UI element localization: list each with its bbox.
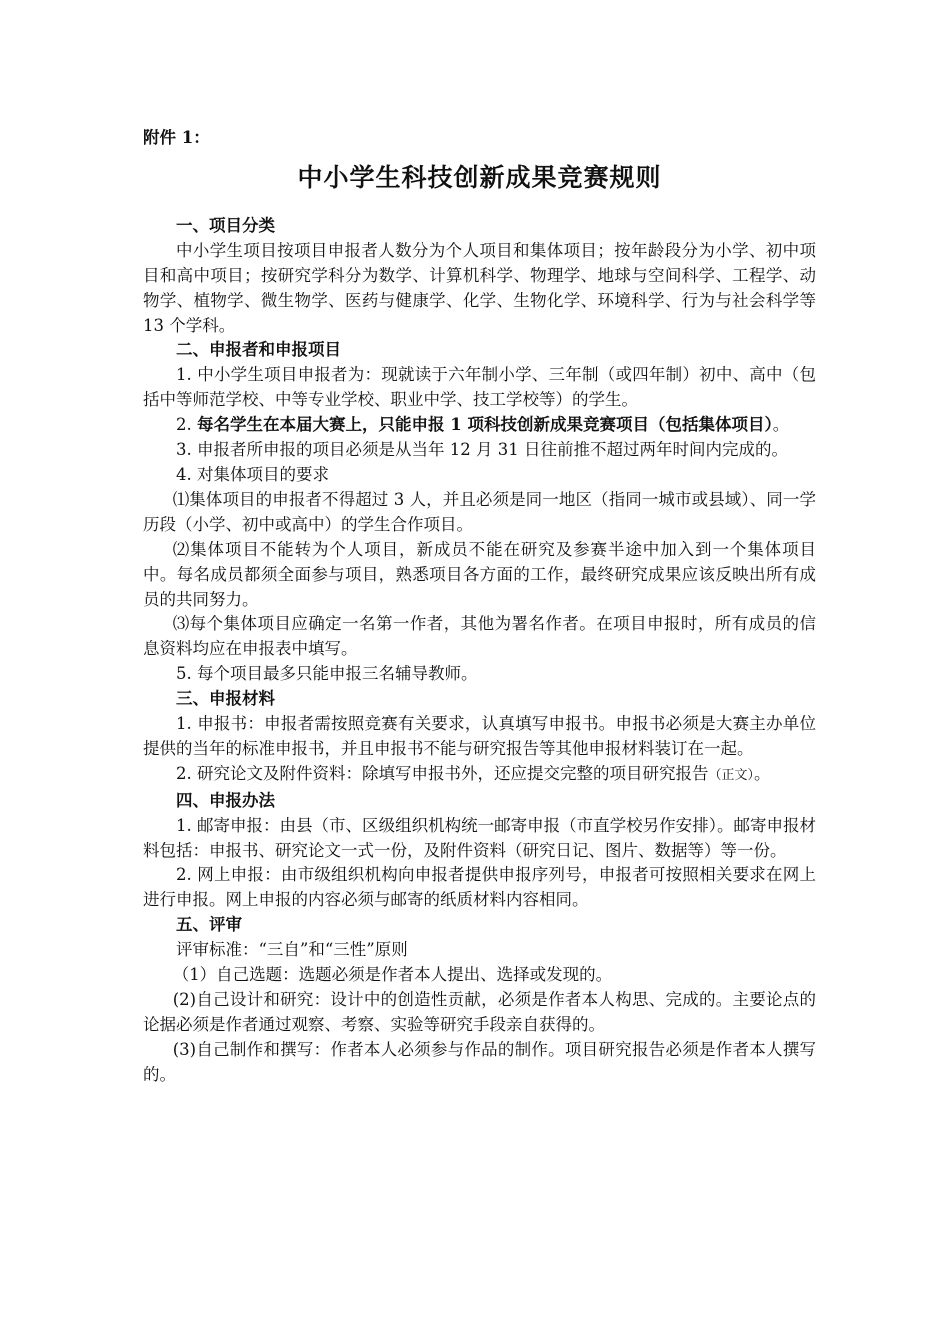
criteria-item: （1）自己选题：选题必须是作者本人提出、选择或发现的。: [172, 965, 613, 985]
list-item: 5. 每个项目最多只能申报三名辅导教师。: [176, 664, 478, 684]
list-item: [143, 762, 816, 789]
list-item: [143, 413, 816, 438]
small-note: （正文）: [708, 767, 755, 783]
list-item: 2. 网上申报：由市级组织机构向申报者提供申报序列号，申报者可按照相关要求在网上进行申报。网上申报的内容必须与邮寄的纸质材料内容相同。: [143, 865, 816, 910]
criteria-intro: 评审标准：“三自”和“三性”原则: [176, 940, 408, 960]
item-end: 。: [772, 415, 790, 435]
attachment-label: 附件 1：: [143, 128, 210, 147]
list-item: 1. 中小学生项目申报者为：现就读于六年制小学、三年制（或四年制）初中、高中（包括中等师范学校、中等专业学校、职业中学、技工学校等）的学生。: [143, 365, 816, 410]
item-number: 2.: [176, 415, 197, 435]
item-end: 。: [754, 763, 771, 783]
section-heading-2: 二、申报者和申报项目: [176, 340, 341, 360]
sub-item: ⑵集体项目不能转为个人项目，新成员不能在研究及参赛半途中加入到一个集体项目中。每名成员都须全面参与项目，熟悉项目各方面的工作，最终研究成果应该反映出所有成员的共同努力。: [143, 539, 816, 609]
list-item: 3. 申报者所申报的项目必须是从当年 12 月 31 日往前推不超过两年时间内完成的。: [176, 440, 788, 460]
paragraph: 中小学生项目按项目申报者人数分为个人项目和集体项目；按年龄段分为小学、初中项目和高中项目；按研究学科分为数学、计算机科学、物理学、地球与空间科学、工程学、动物学、植物学、微生物学、医药与健康学、化学、生物化学、环境科学、行为与社会科学等 13 个学科。: [143, 240, 816, 335]
list-item: 1. 邮寄申报：由县（市、区级组织机构统一邮寄申报（市直学校另作安排）。邮寄申报材料包括：申报书、研究论文一式一份，及附件资料（研究日记、图片、数据等）等一份。: [143, 815, 816, 860]
criteria-item: (2)自己设计和研究：设计中的创造性贡献，必须是作者本人构思、完成的。主要论点的论据必须是作者通过观察、考察、实验等研究手段亲自获得的。: [143, 990, 816, 1034]
list-item: 4. 对集体项目的要求: [176, 464, 329, 484]
list-item: 1. 申报书：申报者需按照竞赛有关要求，认真填写申报书。申报书必须是大赛主办单位提供的当年的标准申报书，并且申报书不能与研究报告等其他申报材料装订在一起。: [143, 714, 816, 758]
sub-item: ⑴集体项目的申报者不得超过 3 人，并且必须是同一地区（指同一城市或县域）、同一学历段（小学、初中或高中）的学生合作项目。: [143, 489, 816, 534]
sub-item: ⑶每个集体项目应确定一名第一作者，其他为署名作者。在项目申报时，所有成员的信息资料均应在申报表中填写。: [143, 614, 816, 659]
section-heading-1: 一、项目分类: [176, 215, 275, 235]
criteria-item: (3)自己制作和撰写：作者本人必须参与作品的制作。项目研究报告必须是作者本人撰写的。: [143, 1039, 816, 1084]
section-heading-4: 四、申报办法: [176, 790, 275, 810]
emphasis-text: 每名学生在本届大赛上，只能申报 1 项科技创新成果竞赛项目（包括集体项目）: [197, 415, 773, 435]
section-heading-5: 五、评审: [176, 915, 242, 935]
section-heading-3: 三、申报材料: [176, 689, 275, 709]
document-title: 中小学生科技创新成果竞赛规则: [297, 162, 662, 192]
item-text: 2. 研究论文及附件资料：除填写申报书外，还应提交完整的项目研究报告: [176, 763, 709, 783]
